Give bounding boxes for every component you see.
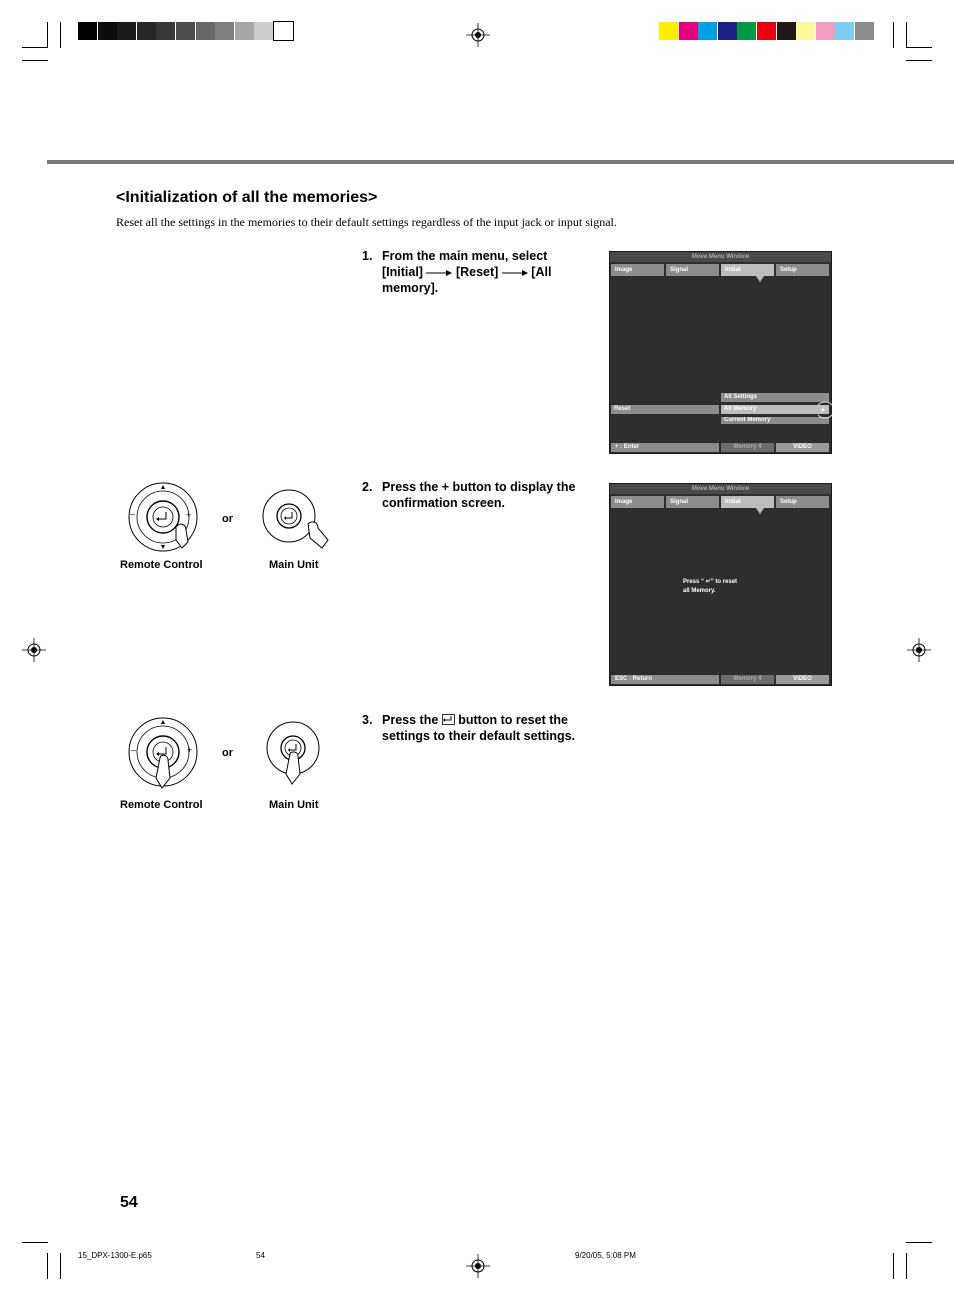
intro-text: Reset all the settings in the memories to their default settings regardless of the input jack or input signal. (116, 215, 617, 229)
color-swatch (855, 22, 874, 40)
step-text-post: button to reset the settings to their default settings. (382, 713, 576, 743)
osd-footer-hint: ESC : Return (611, 675, 719, 684)
crop-mark (60, 22, 61, 48)
crop-mark (22, 60, 48, 61)
footer-date: 9/20/05, 5:08 PM (575, 1251, 636, 1260)
crop-mark (22, 1242, 48, 1243)
remote-control-plus-button-icon (126, 482, 206, 554)
crop-mark (22, 47, 48, 48)
color-swatch (796, 22, 815, 40)
minus-sign: – (131, 745, 137, 755)
osd-footer-memory: Memory 4 (721, 443, 774, 452)
menu-path-reset: [Reset] (455, 265, 499, 279)
color-swatch (137, 22, 156, 40)
osd-menu-window (609, 251, 832, 454)
registration-target-icon (22, 638, 46, 662)
crop-mark (47, 1253, 48, 1279)
osd-footer-source: VIDEO (776, 675, 829, 684)
crop-mark (47, 22, 48, 48)
color-swatch (254, 22, 273, 40)
registration-target-icon (907, 638, 931, 662)
osd-tab-setup: Setup (776, 496, 829, 508)
section-heading: <Initialization of all the memories> (116, 189, 378, 206)
color-swatch (274, 22, 293, 40)
color-swatch (235, 22, 254, 40)
tab-pointer-icon (756, 276, 764, 282)
osd-tab-setup: Setup (776, 264, 829, 276)
osd-message-line: all Memory. (683, 588, 716, 594)
plus-sign: + (186, 510, 192, 520)
footer-filename: 15_DPX-1300-E.p65 (78, 1251, 152, 1260)
osd-tab-image: Image (611, 264, 664, 276)
osd-tab-signal: Signal (666, 496, 719, 508)
plus-sign: + (187, 745, 193, 755)
step-number: 3. (362, 713, 373, 727)
osd-confirm-message (683, 578, 737, 596)
osd-reset-row: Reset (611, 405, 719, 414)
or-label: or (222, 747, 233, 759)
osd-message-line: Press “ ↵” to reset (683, 579, 738, 585)
registration-target-icon (466, 23, 490, 47)
selection-highlight-icon (818, 401, 836, 419)
registration-target-icon (466, 1254, 490, 1278)
step-text: Press the + button to display the confirmation screen. (382, 480, 576, 510)
step-text-pre: Press the (382, 713, 439, 727)
color-swatch (196, 22, 215, 40)
osd-tab-initial: Initial (721, 264, 774, 276)
step-number: 1. (362, 249, 373, 263)
osd-submenu-item-selected: All Memory (721, 405, 829, 414)
main-unit-label: Main Unit (269, 559, 319, 571)
osd-title: Move Menu Window (610, 484, 831, 494)
arrow-right-icon (426, 269, 452, 277)
osd-footer-source: VIDEO (776, 443, 829, 452)
crop-mark (893, 1253, 894, 1279)
osd-title: Move Menu Window (610, 252, 831, 262)
or-label: or (222, 513, 233, 525)
osd-tab-initial: Initial (721, 496, 774, 508)
color-swatch (757, 22, 776, 40)
remote-control-label: Remote Control (120, 559, 203, 571)
color-swatch (98, 22, 117, 40)
crop-mark (906, 1242, 932, 1243)
color-swatch (777, 22, 796, 40)
enter-icon (442, 714, 455, 725)
minus-sign: – (130, 509, 136, 519)
remote-control-label: Remote Control (120, 799, 203, 811)
step-text (382, 248, 592, 296)
color-swatch (156, 22, 175, 40)
color-swatch (176, 22, 195, 40)
main-unit-enter-button-icon (264, 718, 324, 786)
crop-mark (906, 47, 932, 48)
page-number: 54 (120, 1194, 138, 1211)
step-3 (362, 712, 587, 746)
footer-page: 54 (256, 1251, 265, 1260)
step-text-line: From the main menu, select (382, 249, 548, 263)
osd-footer-hint: + : Enter (611, 443, 719, 452)
color-swatch (679, 22, 698, 40)
color-swatch (78, 22, 97, 40)
crop-mark (906, 60, 932, 61)
tab-pointer-icon (756, 508, 764, 514)
color-swatch (117, 22, 136, 40)
step-text (382, 712, 592, 744)
osd-confirmation-window (609, 483, 832, 686)
color-swatch (659, 22, 678, 40)
osd-tab-image: Image (611, 496, 664, 508)
crop-mark (893, 22, 894, 48)
osd-footer-memory: Memory 4 (721, 675, 774, 684)
osd-tab-signal: Signal (666, 264, 719, 276)
crop-mark (906, 1253, 907, 1279)
menu-path-memory: memory]. (382, 281, 439, 295)
menu-path-all: [All (531, 265, 552, 279)
crop-mark (60, 1253, 61, 1279)
step-2 (362, 479, 587, 513)
osd-submenu-item: Current Memory (721, 417, 829, 424)
color-swatch (215, 22, 234, 40)
main-unit-label: Main Unit (269, 799, 319, 811)
menu-path-initial: [Initial] (382, 265, 423, 279)
color-swatch (835, 22, 854, 40)
color-swatch (816, 22, 835, 40)
main-unit-plus-button-icon (258, 488, 332, 550)
color-swatch (698, 22, 717, 40)
step-1 (362, 248, 587, 298)
osd-submenu-item: All Settings (721, 393, 829, 402)
color-swatch (737, 22, 756, 40)
color-swatch (718, 22, 737, 40)
header-rule (47, 160, 954, 164)
step-number: 2. (362, 480, 373, 494)
arrow-right-icon (502, 269, 528, 277)
crop-mark (906, 22, 907, 48)
svg-text:+: + (820, 406, 826, 414)
